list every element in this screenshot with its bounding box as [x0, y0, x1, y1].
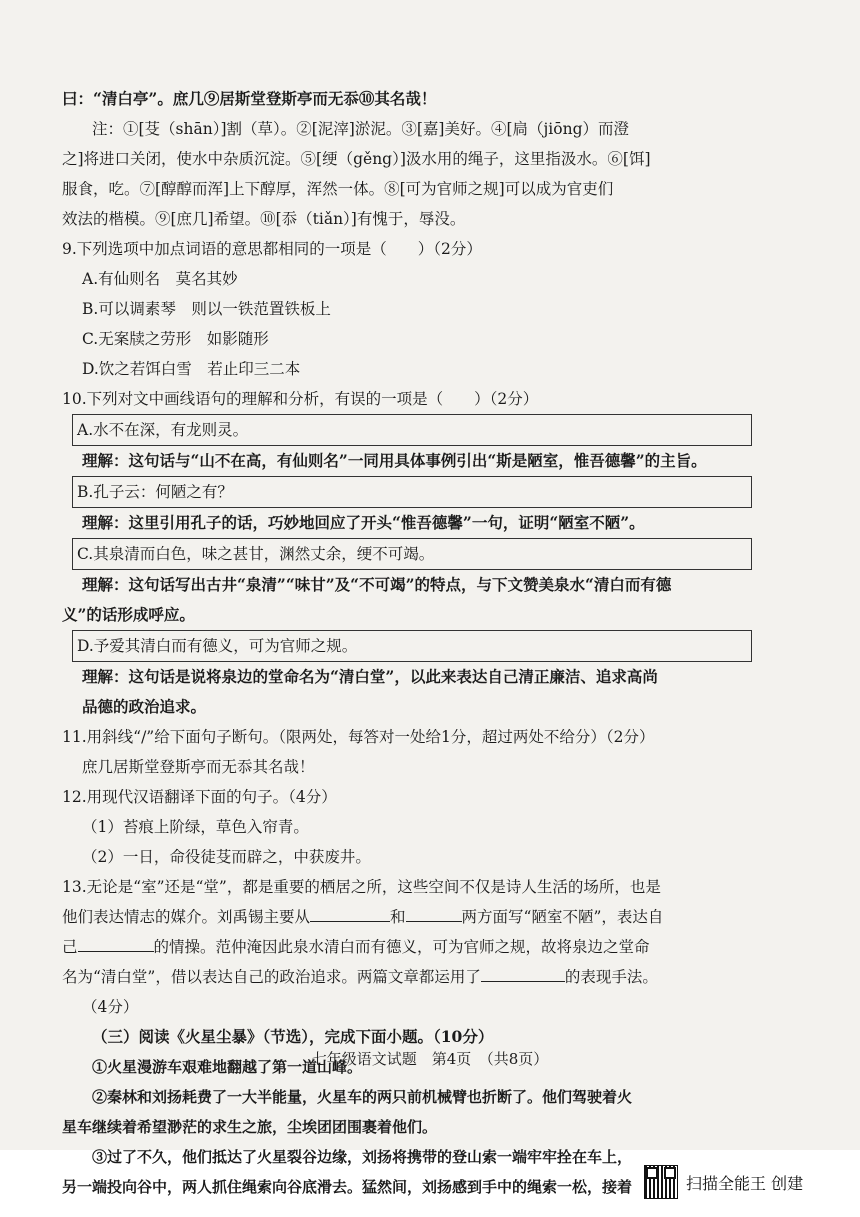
question-12 — [62, 782, 752, 872]
option-analysis: 理解：这句话是说将泉边的堂命名为“清白堂”，以此来表达自己清正廉洁、追求高尚 — [82, 667, 658, 686]
note-line: 之]将进口关闭，使水中杂质沉淀。⑤[绠（gěng）]汲水用的绳子，这里指汲水。⑥[饵] — [62, 150, 651, 168]
question-text: 13.无论是“室”还是“堂”，都是重要的栖居之所，这些空间不仅是诗人生活的场所，也是 — [62, 878, 661, 896]
text-segment: 名为“清白堂”，借以表达自己的政治追求。两篇文章都运用了 — [62, 968, 481, 986]
option-c: C.无案牍之劳形 如影随形 — [82, 330, 269, 348]
note-line: 效法的楷模。⑨[庶几]希望。⑩[忝（tiǎn）]有愧于，辱没。 — [62, 210, 466, 228]
section-heading: （三）阅读《火星尘暴》（节选），完成下面小题。（10分） — [92, 1027, 494, 1046]
story-paragraph: ②秦林和刘扬耗费了一大半能量，火星车的两只前机械臂也折断了。他们驾驶着火 — [92, 1088, 633, 1106]
question-9 — [62, 234, 752, 384]
page-footer: 七年级语文试题 第4页 （共8页） — [311, 1050, 549, 1068]
answer-blank-3[interactable] — [78, 935, 154, 952]
option-a: A.水不在深，有龙则灵。 — [72, 414, 752, 446]
text-segment: 和 — [390, 908, 406, 926]
passage-tail: 曰：“清白亭”。庶几⑨居斯堂登斯亭而无忝⑩其名哉！ — [62, 89, 437, 108]
answer-blank-4[interactable] — [481, 965, 565, 982]
option-analysis-cont: 品德的政治追求。 — [82, 697, 207, 716]
annotation-notes — [62, 114, 752, 234]
story-paragraph: 星车继续着希望渺茫的求生之旅，尘埃团团围裹着他们。 — [62, 1118, 438, 1136]
story-paragraph: ③过了不久，他们抵达了火星裂谷边缘，刘扬将携带的登山索一端牢牢拴在车上， — [92, 1148, 633, 1166]
option-d: D.予爱其清白而有德义，可为官师之规。 — [72, 630, 752, 662]
question-10 — [62, 384, 752, 722]
option-analysis: 理解：这句话与“山不在高，有仙则名”一同用具体事例引出“斯是陋室，惟吾德馨”的主旨。 — [82, 451, 707, 470]
note-line: 服食，吃。⑦[醇醇而浑]上下醇厚，浑然一体。⑧[可为官师之规]可以成为官吏们 — [62, 180, 614, 198]
question-score: （4分） — [82, 998, 139, 1016]
question-11 — [62, 722, 752, 782]
page-content — [62, 84, 752, 1202]
text-segment: 己 — [62, 938, 78, 956]
story-paragraph: ①火星漫游车艰难地翻越了第一道山峰。 — [92, 1058, 363, 1076]
translate-item-2: （2）一日，命役徒芟而辟之，中获废井。 — [82, 848, 371, 866]
option-analysis: 理解：这里引用孔子的话，巧妙地回应了开头“惟吾德馨”一句，证明“陋室不陋”。 — [82, 513, 645, 532]
question-text — [62, 962, 752, 992]
sentence-to-punctuate: 庶几居斯堂登斯亭而无忝其名哉！ — [82, 758, 315, 776]
question-stem: 11.用斜线“/”给下面句子断句。（限两处，每答对一处给1分，超过两处不给分）（2分） — [62, 728, 655, 746]
scanner-watermark — [644, 1166, 803, 1198]
story-paragraph: 另一端投向谷中，两人抓住绳索向谷底滑去。猛然间，刘扬感到手中的绳索一松，接着 — [62, 1178, 633, 1196]
scanner-label: 扫描全能王 创建 — [686, 1173, 804, 1193]
option-d: D.饮之若饵白雪 若止印三二本 — [82, 360, 301, 378]
question-stem: 12.用现代汉语翻译下面的句子。（4分） — [62, 788, 337, 806]
text-segment: 他们表达情志的媒介。刘禹锡主要从 — [62, 908, 311, 926]
question-stem: 10.下列对文中画线语句的理解和分析，有误的一项是（ ）（2分） — [62, 390, 539, 408]
option-c: C.其泉清而白色，味之甚甘，渊然丈余，绠不可竭。 — [72, 538, 752, 570]
answer-blank-1[interactable] — [310, 905, 390, 922]
text-segment: 的情操。范仲淹因此泉水清白而有德义，可为官师之规，故将泉边之堂命 — [153, 938, 650, 956]
note-line: 注：①[芟（shān）]割（草）。②[泥滓]淤泥。③[嘉]美好。④[扃（jiōng）而澄 — [92, 120, 629, 138]
text-segment: 的表现手法。 — [564, 968, 658, 986]
answer-blank-2[interactable] — [406, 905, 462, 922]
option-analysis-cont: 义”的话形成呼应。 — [62, 605, 195, 624]
option-b: B.可以调素琴 则以一铁范置铁板上 — [82, 300, 331, 318]
question-text — [62, 932, 752, 962]
qr-code-icon — [644, 1165, 678, 1199]
question-text — [62, 902, 752, 932]
option-b: B.孔子云：何陋之有？ — [72, 476, 752, 508]
option-analysis: 理解：这句话写出古井“泉清”“味甘”及“不可竭”的特点，与下文赞美泉水“清白而有德 — [82, 575, 672, 594]
translate-item-1: （1）苔痕上阶绿，草色入帘青。 — [82, 818, 309, 836]
option-a: A.有仙则名 莫名其妙 — [82, 270, 238, 288]
text-segment: 两方面写“陋室不陋”，表达自 — [461, 908, 664, 926]
question-13 — [62, 872, 752, 1022]
question-stem: 9.下列选项中加点词语的意思都相同的一项是（ ）（2分） — [62, 240, 482, 258]
